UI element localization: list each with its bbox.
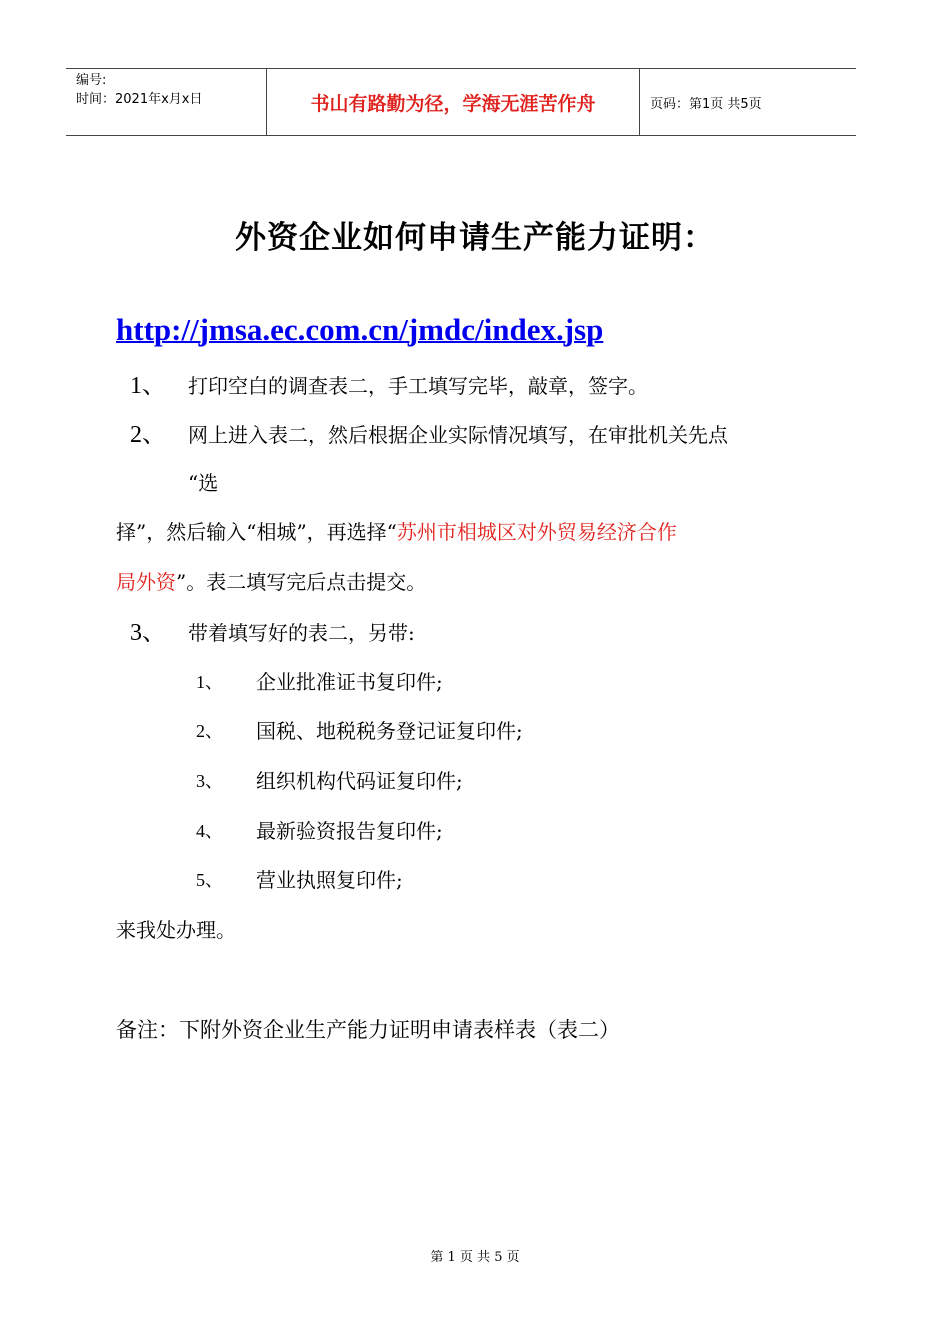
- header-page-info: 页码：第1页 共5页: [650, 96, 762, 112]
- header-meta: [66, 69, 266, 135]
- step-3-number: 3、: [130, 620, 166, 646]
- step-2-text-line3: [116, 519, 677, 545]
- page-footer: 第 1 页 共 5 页: [430, 1250, 520, 1265]
- sub-item-2-text: 国税、地税税务登记证复印件;: [256, 719, 523, 743]
- step-2-number: 2、: [130, 422, 166, 448]
- sub-item-4-number: 4、: [196, 821, 223, 841]
- note-text: 备注：下附外资企业生产能力证明申请表样表（表二）: [116, 1018, 620, 1042]
- sub-item-4-text: 最新验资报告复印件;: [256, 819, 443, 843]
- header-motto: 书山有路勤为径，学海无涯苦作舟: [266, 69, 640, 135]
- step-2-authority-name-part2: 局外资: [116, 570, 176, 594]
- step-2-authority-name-part1: 苏州市相城区对外贸易经济合作: [396, 520, 677, 544]
- closing-text: 来我处办理。: [116, 918, 236, 942]
- sub-item-1-text: 企业批准证书复印件;: [256, 670, 443, 694]
- step-2-text-line3-plain: 择”，然后输入“相城”，再选择“: [116, 520, 397, 544]
- document-title: 外资企业如何申请生产能力证明：: [235, 220, 715, 256]
- sub-item-1-number: 1、: [196, 672, 223, 692]
- page-header: [66, 68, 856, 136]
- step-3-text: 带着填写好的表二，另带:: [188, 621, 415, 645]
- step-1-number: 1、: [130, 373, 166, 399]
- sub-item-2-number: 2、: [196, 721, 223, 741]
- website-link[interactable]: http://jmsa.ec.com.cn/jmdc/index.jsp: [116, 312, 604, 347]
- sub-item-3-number: 3、: [196, 771, 223, 791]
- sub-item-5-text: 营业执照复印件;: [256, 868, 403, 892]
- document-time-label: 时间：2021年x月x日: [76, 92, 203, 107]
- step-2-text-line1: 网上进入表二，然后根据企业实际情况填写，在审批机关先点: [188, 423, 728, 447]
- step-2-text-line2: “选: [188, 471, 219, 495]
- document-number-label: 编号:: [76, 73, 107, 88]
- step-1-text: 打印空白的调查表二，手工填写完毕，敲章，签字。: [188, 374, 648, 398]
- sub-item-3-text: 组织机构代码证复印件;: [256, 769, 463, 793]
- sub-item-5-number: 5、: [196, 870, 223, 890]
- step-2-text-line4: [116, 569, 426, 595]
- step-2-text-line4-plain: ”。表二填写完后点击提交。: [176, 570, 427, 594]
